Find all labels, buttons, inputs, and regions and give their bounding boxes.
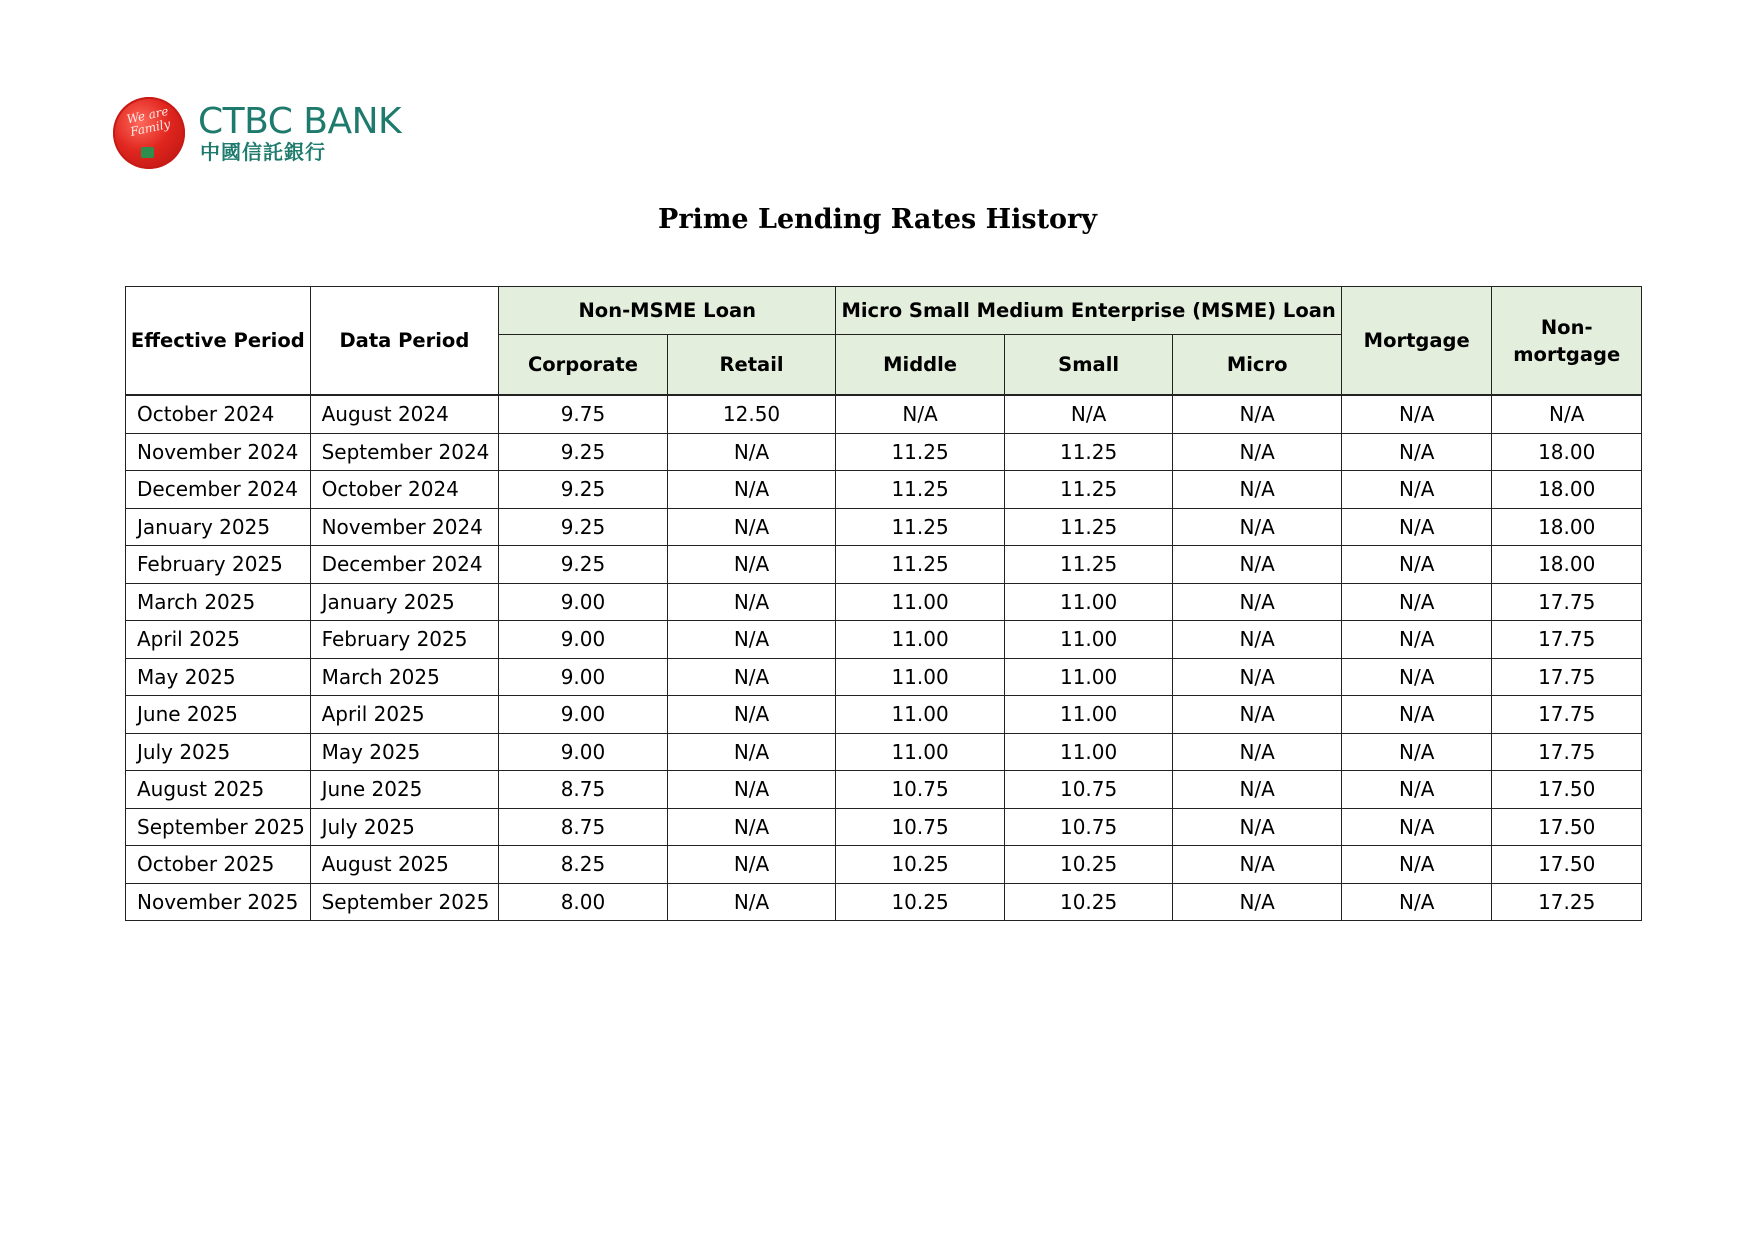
cell-non-mortgage: 17.50	[1492, 846, 1642, 884]
cell-corporate: 9.00	[499, 583, 668, 621]
cell-small: 10.25	[1004, 846, 1173, 884]
cell-mortgage: N/A	[1341, 471, 1491, 509]
cell-corporate: 8.00	[499, 883, 668, 921]
table-row	[126, 771, 1642, 809]
header-corporate: Corporate	[499, 335, 668, 396]
cell-mortgage: N/A	[1341, 395, 1491, 433]
cell-retail: N/A	[667, 583, 836, 621]
cell-retail: N/A	[667, 621, 836, 659]
cell-effective-period: June 2025	[126, 696, 311, 734]
cell-effective-period: February 2025	[126, 546, 311, 584]
cell-non-mortgage: 18.00	[1492, 546, 1642, 584]
cell-micro: N/A	[1173, 546, 1342, 584]
cell-micro: N/A	[1173, 771, 1342, 809]
cell-non-mortgage: 17.75	[1492, 583, 1642, 621]
cell-corporate: 8.75	[499, 771, 668, 809]
cell-micro: N/A	[1173, 658, 1342, 696]
cell-mortgage: N/A	[1341, 583, 1491, 621]
cell-retail: N/A	[667, 883, 836, 921]
header-msme-loan: Micro Small Medium Enterprise (MSME) Loan	[836, 287, 1342, 335]
cell-small: 10.75	[1004, 771, 1173, 809]
header-effective-period: Effective Period	[126, 287, 311, 396]
cell-non-mortgage: 18.00	[1492, 433, 1642, 471]
header-non-mortgage	[1492, 287, 1642, 396]
cell-retail: N/A	[667, 546, 836, 584]
cell-non-mortgage: N/A	[1492, 395, 1642, 433]
cell-micro: N/A	[1173, 621, 1342, 659]
cell-middle: 10.25	[836, 846, 1005, 884]
cell-effective-period: October 2025	[126, 846, 311, 884]
table-body	[126, 395, 1642, 921]
cell-micro: N/A	[1173, 846, 1342, 884]
table-row	[126, 546, 1642, 584]
cell-retail: N/A	[667, 696, 836, 734]
cell-effective-period: January 2025	[126, 508, 311, 546]
cell-data-period: November 2024	[310, 508, 499, 546]
cell-mortgage: N/A	[1341, 883, 1491, 921]
cell-mortgage: N/A	[1341, 696, 1491, 734]
cell-micro: N/A	[1173, 883, 1342, 921]
cell-data-period: June 2025	[310, 771, 499, 809]
cell-small: 11.00	[1004, 733, 1173, 771]
cell-non-mortgage: 18.00	[1492, 508, 1642, 546]
cell-data-period: September 2024	[310, 433, 499, 471]
cell-effective-period: May 2025	[126, 658, 311, 696]
header-non-mortgage-line1: Non-	[1540, 315, 1593, 339]
table-row	[126, 846, 1642, 884]
cell-non-mortgage: 17.75	[1492, 696, 1642, 734]
table-row	[126, 808, 1642, 846]
table-row	[126, 733, 1642, 771]
cell-mortgage: N/A	[1341, 508, 1491, 546]
table-row	[126, 621, 1642, 659]
cell-small: 10.75	[1004, 808, 1173, 846]
header-micro: Micro	[1173, 335, 1342, 396]
cell-middle: 11.00	[836, 696, 1005, 734]
cell-retail: N/A	[667, 471, 836, 509]
header-small: Small	[1004, 335, 1173, 396]
ctbc-logo	[113, 96, 433, 170]
cell-corporate: 9.25	[499, 433, 668, 471]
cell-small: 11.00	[1004, 583, 1173, 621]
cell-data-period: October 2024	[310, 471, 499, 509]
cell-corporate: 9.25	[499, 508, 668, 546]
cell-non-mortgage: 18.00	[1492, 471, 1642, 509]
cell-middle: 11.00	[836, 583, 1005, 621]
cell-small: 11.25	[1004, 508, 1173, 546]
cell-non-mortgage: 17.75	[1492, 733, 1642, 771]
table-row	[126, 883, 1642, 921]
cell-corporate: 8.25	[499, 846, 668, 884]
table-row	[126, 433, 1642, 471]
table-row	[126, 508, 1642, 546]
cell-micro: N/A	[1173, 508, 1342, 546]
cell-data-period: April 2025	[310, 696, 499, 734]
cell-small: 11.25	[1004, 433, 1173, 471]
cell-micro: N/A	[1173, 395, 1342, 433]
cell-micro: N/A	[1173, 471, 1342, 509]
cell-middle: 10.75	[836, 771, 1005, 809]
cell-small: 11.25	[1004, 546, 1173, 584]
cell-corporate: 8.75	[499, 808, 668, 846]
cell-small: N/A	[1004, 395, 1173, 433]
cell-data-period: March 2025	[310, 658, 499, 696]
cell-mortgage: N/A	[1341, 846, 1491, 884]
cell-non-mortgage: 17.75	[1492, 658, 1642, 696]
cell-middle: 11.00	[836, 658, 1005, 696]
cell-retail: N/A	[667, 733, 836, 771]
cell-middle: 11.25	[836, 433, 1005, 471]
logo-wordmark	[198, 103, 401, 163]
cell-non-mortgage: 17.50	[1492, 771, 1642, 809]
cell-effective-period: September 2025	[126, 808, 311, 846]
cell-corporate: 9.25	[499, 471, 668, 509]
cell-effective-period: November 2024	[126, 433, 311, 471]
cell-data-period: August 2025	[310, 846, 499, 884]
cell-non-mortgage: 17.50	[1492, 808, 1642, 846]
cell-retail: 12.50	[667, 395, 836, 433]
cell-small: 11.00	[1004, 621, 1173, 659]
cell-data-period: August 2024	[310, 395, 499, 433]
cell-mortgage: N/A	[1341, 808, 1491, 846]
cell-middle: 10.25	[836, 883, 1005, 921]
header-non-msme-loan: Non-MSME Loan	[499, 287, 836, 335]
cell-middle: 11.00	[836, 621, 1005, 659]
cell-corporate: 9.00	[499, 696, 668, 734]
cell-mortgage: N/A	[1341, 771, 1491, 809]
cell-micro: N/A	[1173, 696, 1342, 734]
header-middle: Middle	[836, 335, 1005, 396]
cell-retail: N/A	[667, 658, 836, 696]
cell-non-mortgage: 17.25	[1492, 883, 1642, 921]
seal-icon	[113, 97, 185, 169]
cell-small: 11.00	[1004, 658, 1173, 696]
table-row	[126, 471, 1642, 509]
cell-effective-period: December 2024	[126, 471, 311, 509]
cell-small: 10.25	[1004, 883, 1173, 921]
cell-data-period: January 2025	[310, 583, 499, 621]
cell-corporate: 9.00	[499, 658, 668, 696]
cell-effective-period: July 2025	[126, 733, 311, 771]
cell-effective-period: October 2024	[126, 395, 311, 433]
cell-retail: N/A	[667, 508, 836, 546]
cell-micro: N/A	[1173, 808, 1342, 846]
cell-mortgage: N/A	[1341, 621, 1491, 659]
cell-middle: 11.00	[836, 733, 1005, 771]
cell-mortgage: N/A	[1341, 658, 1491, 696]
cell-effective-period: November 2025	[126, 883, 311, 921]
cell-non-mortgage: 17.75	[1492, 621, 1642, 659]
cell-micro: N/A	[1173, 733, 1342, 771]
table-row	[126, 696, 1642, 734]
cell-middle: 11.25	[836, 471, 1005, 509]
header-non-mortgage-line2: mortgage	[1513, 342, 1621, 366]
cell-retail: N/A	[667, 771, 836, 809]
cell-data-period: September 2025	[310, 883, 499, 921]
cell-effective-period: April 2025	[126, 621, 311, 659]
logo-name-zh: 中國信託銀行	[200, 140, 326, 164]
cell-mortgage: N/A	[1341, 433, 1491, 471]
cell-middle: 11.25	[836, 546, 1005, 584]
cell-retail: N/A	[667, 808, 836, 846]
cell-middle: N/A	[836, 395, 1005, 433]
cell-data-period: February 2025	[310, 621, 499, 659]
cell-middle: 11.25	[836, 508, 1005, 546]
header-mortgage: Mortgage	[1341, 287, 1491, 396]
cell-corporate: 9.00	[499, 621, 668, 659]
cell-data-period: December 2024	[310, 546, 499, 584]
seal-mark	[141, 147, 154, 158]
cell-effective-period: March 2025	[126, 583, 311, 621]
cell-small: 11.00	[1004, 696, 1173, 734]
cell-data-period: May 2025	[310, 733, 499, 771]
cell-micro: N/A	[1173, 433, 1342, 471]
rates-table	[125, 286, 1642, 921]
cell-small: 11.25	[1004, 471, 1173, 509]
table-row	[126, 583, 1642, 621]
header-retail: Retail	[667, 335, 836, 396]
cell-micro: N/A	[1173, 583, 1342, 621]
table-row	[126, 658, 1642, 696]
cell-data-period: July 2025	[310, 808, 499, 846]
cell-corporate: 9.75	[499, 395, 668, 433]
cell-mortgage: N/A	[1341, 733, 1491, 771]
logo-name-en: CTBC BANK	[198, 101, 402, 142]
cell-corporate: 9.00	[499, 733, 668, 771]
page-title: Prime Lending Rates History	[658, 204, 1097, 235]
cell-effective-period: August 2025	[126, 771, 311, 809]
cell-middle: 10.75	[836, 808, 1005, 846]
cell-retail: N/A	[667, 846, 836, 884]
cell-mortgage: N/A	[1341, 546, 1491, 584]
seal-script: We are Family	[125, 103, 172, 139]
table-row	[126, 395, 1642, 433]
cell-corporate: 9.25	[499, 546, 668, 584]
header-data-period: Data Period	[310, 287, 499, 396]
cell-retail: N/A	[667, 433, 836, 471]
